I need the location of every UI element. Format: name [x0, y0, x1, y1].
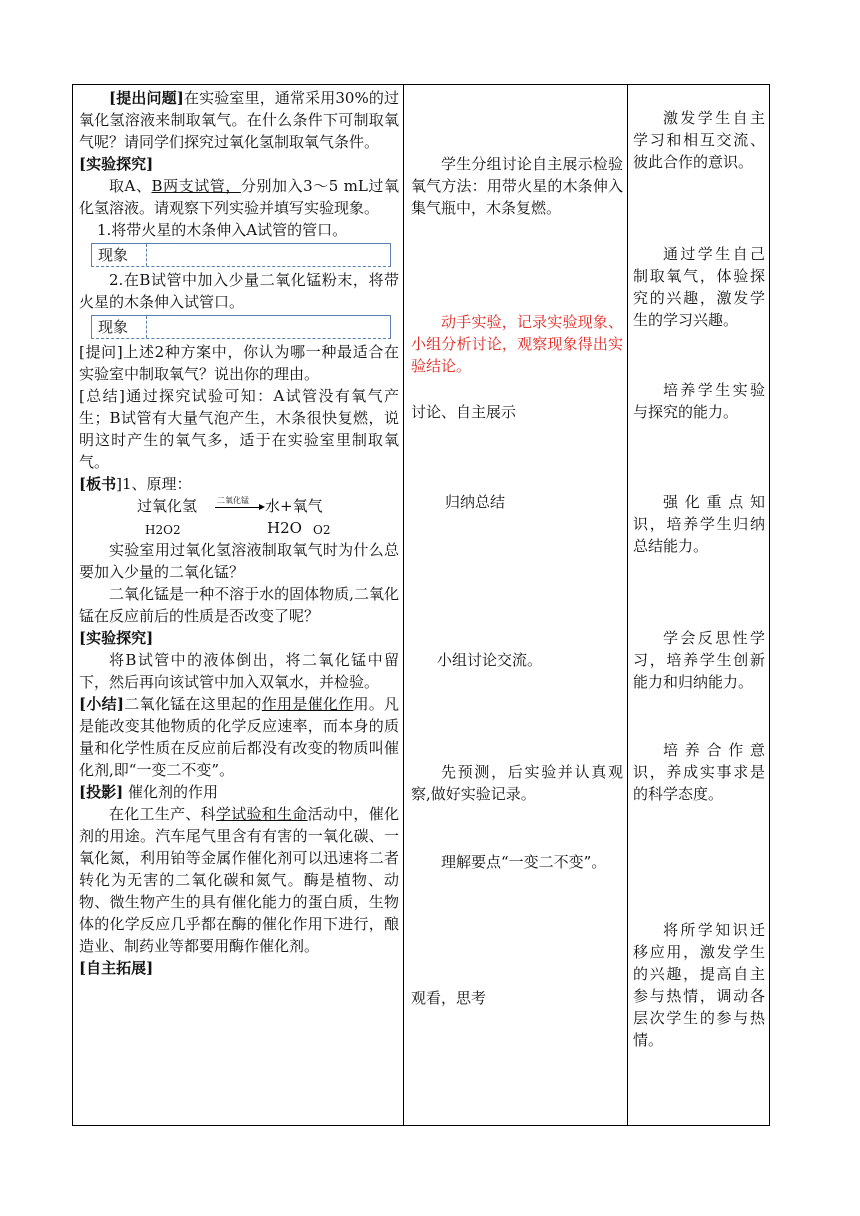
student-activity-4: 归纳总结: [445, 493, 506, 511]
observation-box-2[interactable]: [91, 315, 391, 339]
observation-label-1: 现象: [92, 244, 147, 266]
design-intent-5: 学会反思性学习，培养学生创新能力和归纳能力。: [633, 629, 765, 691]
board-heading: [板书]1、原理：: [79, 475, 192, 493]
conclusion-paragraph: [小结]二氧化锰在这里起的作用是催化作用。凡是能改变其他物质的化学反应速率，而本身的质量和化学性质在反应前后都没有改变的物质叫催化剂,即“一变二不变”。: [79, 695, 399, 779]
observation-box-1[interactable]: [91, 243, 391, 267]
why-question: 实验室用过氧化氢溶液制取氧气时为什么总要加入少量的二氧化锰？: [79, 541, 399, 581]
student-activity-1: 学生分组讨论自主展示检验氧气方法：用带火星的木条伸入集气瓶中，木条复燃。: [411, 155, 623, 217]
property-question: 二氧化锰是一种不溶于水的固体物质,二氧化锰在反应前后的性质是否改变了呢？: [79, 585, 399, 625]
catalyst-uses-paragraph: 在化工生产、科学试验和生命活动中，催化剂的用途。汽车尾气里含有有害的一氧化碳、一氧化氮，利用铂等金属作催化剂可以迅速将二者转化为无害的二氧化碳和氮气。酶是植物、动物、微生物产生的具有催化能力的蛋白质，生物体的化学反应几乎都在酶的催化作用下进行，酿造业、制药业等都要用酶作催化剂。: [79, 805, 399, 955]
design-intent-2: 通过学生自己制取氧气，体验探究的兴趣，激发学生的学习兴趣。: [633, 245, 765, 329]
student-activity-7: 理解要点“一变二不变”。: [441, 853, 607, 871]
lesson-table: [72, 84, 770, 1126]
projection-heading: [投影] 催化剂的作用: [79, 783, 218, 801]
student-activity-2: 动手实验，记录实验现象、小组分析讨论，观察现象得出实验结论。: [411, 313, 623, 375]
extension-heading: [自主拓展]: [79, 959, 154, 977]
step-1: 1.将带火星的木条伸入A试管的管口。: [97, 221, 348, 239]
ask-paragraph: [提问]上述2种方案中，你认为哪一种最适合在实验室中制取氧气？说出你的理由。: [79, 343, 399, 383]
product-names: 水+氧气: [265, 497, 323, 515]
design-intent-6: 培养合作意识，养成实事求是的科学态度。: [633, 741, 765, 803]
explore-heading-2: [实验探究]: [79, 629, 154, 647]
reaction-equation: [79, 495, 399, 539]
observation-label-2: 现象: [92, 316, 147, 338]
reaction-arrow-icon: [215, 507, 261, 508]
design-intent-7: 将所学知识迁移应用，激发学生的兴趣，提高自主参与热情，调动各层次学生的参与热情。: [633, 921, 765, 1049]
design-intent-3: 培养学生实验与探究的能力。: [633, 381, 765, 421]
formula-h2o: H2O: [267, 519, 302, 537]
explore-heading-1: [实验探究]: [79, 155, 154, 173]
student-activity-6: 先预测，后实验并认真观察,做好实验记录。: [411, 763, 623, 803]
design-intent-1: 激发学生自主学习和相互交流、彼此合作的意识。: [633, 109, 765, 171]
column-divider-1: [403, 85, 404, 1125]
step-2: 2.在B试管中加入少量二氧化锰粉末，将带火星的木条伸入试管口。: [79, 271, 399, 311]
reactant-name: 过氧化氢: [137, 497, 198, 515]
student-activity-5: 小组讨论交流。: [437, 651, 543, 669]
explore-paragraph-1: 取A、B两支试管，分别加入3～5 mL过氧化氢溶液。请观察下列实验并填写实验现象。: [79, 177, 399, 217]
student-activity-3: 讨论、自主展示: [411, 403, 517, 421]
student-activity-8: 观看，思考: [411, 989, 487, 1007]
catalyst-label: 二氧化锰: [217, 496, 249, 505]
design-intent-4: 强化重点知识，培养学生归纳总结能力。: [633, 493, 765, 555]
explore-paragraph-2: 将B试管中的液体倒出，将二氧化锰中留下，然后再向该试管中加入双氧水，并检验。: [79, 651, 399, 691]
column-divider-2: [627, 85, 628, 1125]
teacher-activity-column: [79, 87, 399, 979]
summary-paragraph: [总结]通过探究试验可知：A试管没有氧气产生；B试管有大量气泡产生，木条很快复燃，说明这时产生的氧气多，适于在实验室里制取氧气。: [79, 387, 399, 471]
formula-o2: O2: [313, 523, 331, 537]
formula-h2o2: H2O2: [145, 523, 181, 537]
question-paragraph: [提出问题]在实验室里，通常采用30%的过氧化氢溶液来制取氧气。在什么条件下可制取氧气呢？请同学们探究过氧化氢制取氧气条件。: [79, 89, 400, 151]
